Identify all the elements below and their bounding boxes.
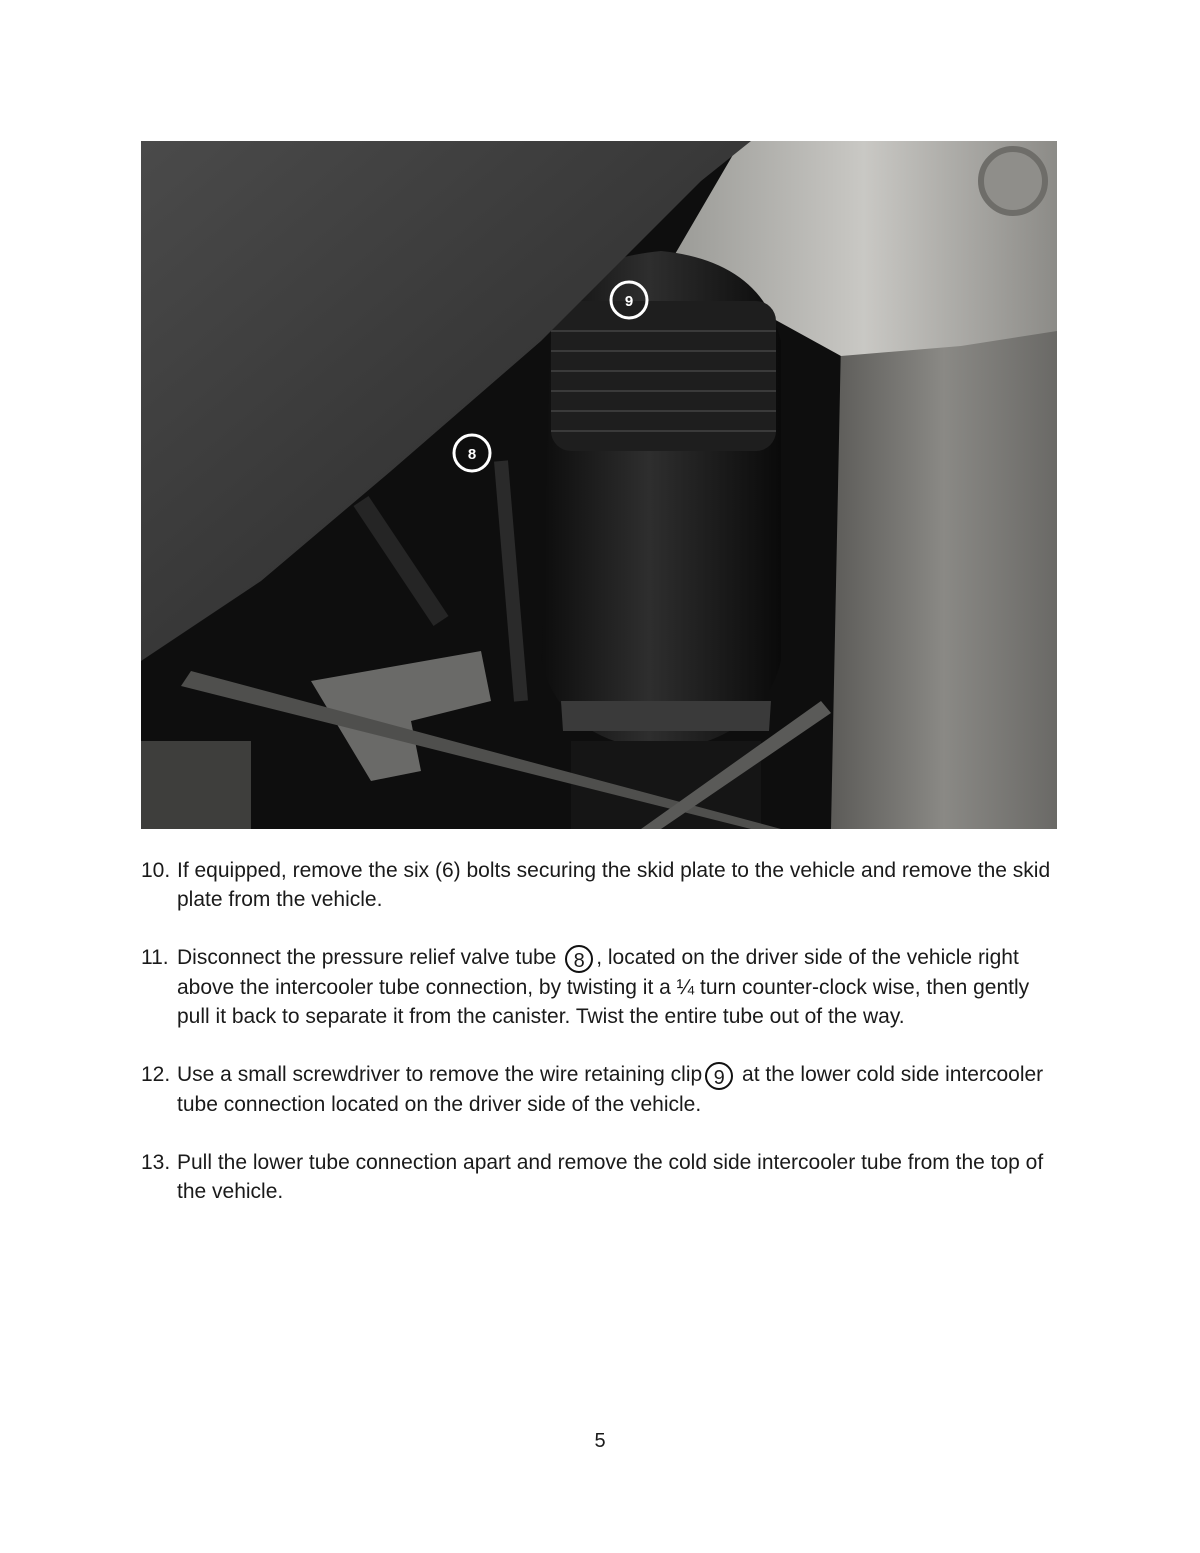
page-number: 5	[594, 1430, 606, 1452]
step-10	[141, 856, 1057, 914]
step-text-after: , located on the driver side of the vehicle right above the intercooler tube connection, by twisting it a ¼ turn counter-clock wise, then gently pull it back to separate it from the canister. Twist the entire tube out of the way.	[177, 946, 1030, 1028]
svg-text:8: 8	[467, 446, 477, 463]
callout-8-badge: 8	[565, 945, 593, 973]
step-11	[141, 943, 1057, 1031]
step-number: 10.	[141, 859, 171, 882]
engine-bay-photo	[141, 141, 1057, 829]
step-text-after: at the lower cold side intercooler tube connection located on the driver side of the vehicle.	[177, 1063, 1044, 1116]
svg-text:9: 9	[624, 293, 634, 310]
step-text: Pull the lower tube connection apart and remove the cold side intercooler tube from the top of the vehicle.	[177, 1151, 1044, 1203]
instruction-steps	[141, 856, 1057, 1235]
step-number: 11.	[141, 946, 169, 969]
callout-9-badge: 9	[705, 1062, 733, 1090]
step-text-before: Disconnect the pressure relief valve tube	[177, 946, 557, 969]
step-text: If equipped, remove the six (6) bolts securing the skid plate to the vehicle and remove the skid plate from the vehicle.	[177, 859, 1051, 911]
step-number: 12.	[141, 1063, 171, 1086]
step-12	[141, 1060, 1057, 1119]
step-number: 13.	[141, 1151, 171, 1174]
step-text-before: Use a small screwdriver to remove the wire retaining clip	[177, 1063, 703, 1086]
step-13	[141, 1148, 1057, 1206]
